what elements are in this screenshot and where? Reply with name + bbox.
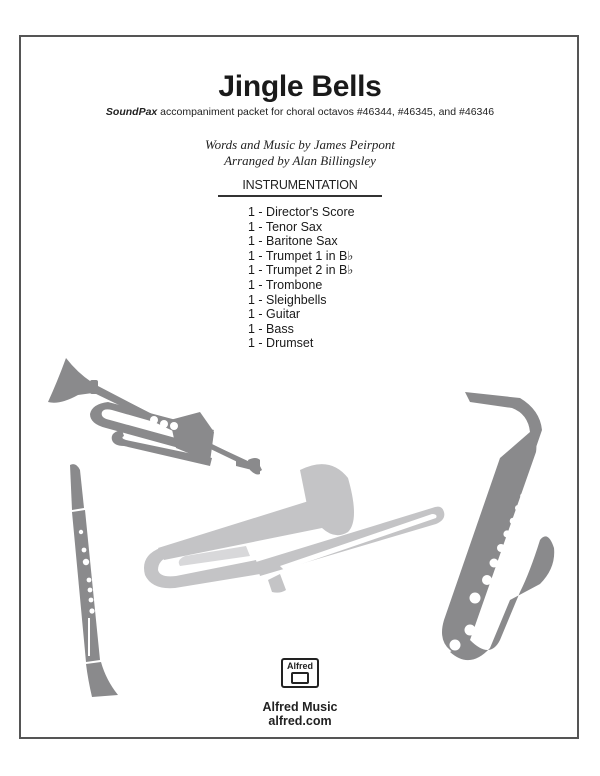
subtitle-text: accompaniment packet for choral octavos #46344, #46345, and #46346 <box>157 106 495 118</box>
logo-mark-icon <box>291 672 309 684</box>
list-item: 1 - Tenor Sax <box>248 219 323 234</box>
saxophone-icon <box>442 392 554 660</box>
list-item: 1 - Trombone <box>248 277 323 292</box>
song-title: Jingle Bells <box>218 70 382 103</box>
list-item: 1 - Guitar <box>248 307 301 322</box>
clarinet-icon <box>70 464 118 697</box>
publisher-name: Alfred Music <box>262 700 338 714</box>
publisher-website: alfred.com <box>268 714 332 728</box>
publisher-info <box>0 700 600 728</box>
list-item: 1 - Drumset <box>248 336 314 351</box>
instrumentation-heading: INSTRUMENTATION <box>218 178 382 197</box>
list-item: 1 - Director's Score <box>248 205 355 219</box>
alfred-logo <box>281 658 319 688</box>
list-item: 1 - Trumpet 1 in B♭ <box>248 248 354 263</box>
trumpet-icon <box>48 358 262 475</box>
list-item: 1 - Baritone Sax <box>248 234 338 249</box>
brand-name: SoundPax <box>105 106 158 118</box>
list-item: 1 - Bass <box>248 321 294 336</box>
words-music-credit: Words and Music by James Peirpont <box>204 137 396 152</box>
list-item: 1 - Sleighbells <box>248 292 327 307</box>
trombone-icon <box>144 464 444 593</box>
logo-text: Alfred <box>286 661 313 671</box>
arranger-credit: Arranged by Alan Billingsley <box>224 153 376 168</box>
list-item: 1 - Trumpet 2 in B♭ <box>248 263 354 278</box>
